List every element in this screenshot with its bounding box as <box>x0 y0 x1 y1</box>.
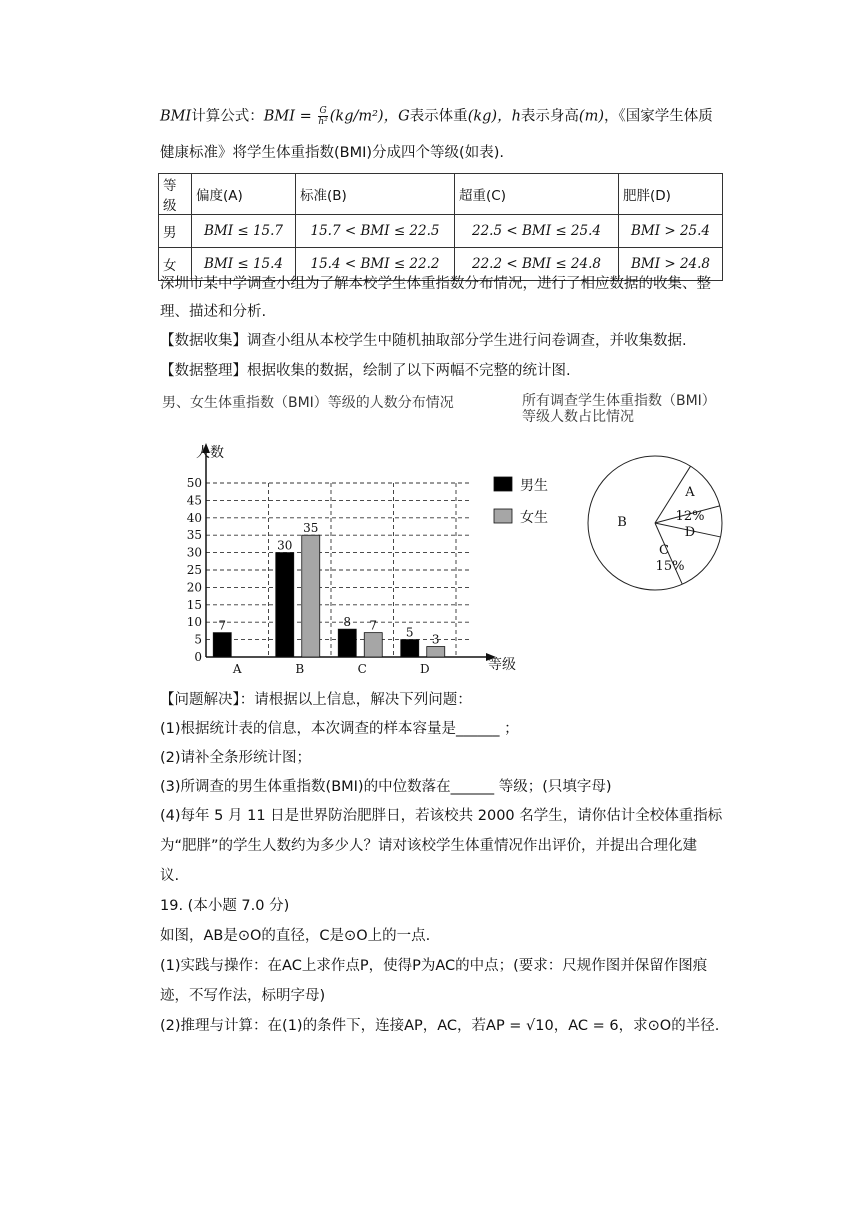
problem-19-q1-line2: 迹，不写作法，标明字母) <box>160 988 326 1004</box>
bar <box>276 553 294 657</box>
y-axis-label: 人数 <box>196 445 224 461</box>
data-label: 35 <box>303 521 319 536</box>
pie-slice-label: D <box>684 525 696 540</box>
bar <box>338 629 356 657</box>
legend-swatch <box>494 509 512 523</box>
bar <box>427 647 445 657</box>
table-row: 男 BMI ≤ 15.7 15.7 < BMI ≤ 22.5 22.5 < BMI ≤ 25.4 BMI > 25.4 <box>159 215 723 248</box>
question-header: 【问题解决】：请根据以上信息，解决下列问题： <box>160 692 472 708</box>
table-row: 女 BMI ≤ 15.4 15.4 < BMI ≤ 22.2 22.2 < BMI ≤ 24.8 BMI > 24.8 <box>159 248 723 281</box>
pie-chart <box>580 448 730 598</box>
bar-chart <box>160 435 548 685</box>
paragraph-line: 深圳市某中学调查小组为了解本校学生体重指数分布情况，进行了相应数据的收集、整 <box>160 276 711 292</box>
data-label: 7 <box>369 618 378 633</box>
bar-chart-title: 男、女生体重指数（BMI）等级的人数分布情况 <box>162 395 454 411</box>
legend-label: 男生 <box>520 478 548 494</box>
bmi-var: BMI <box>160 108 192 125</box>
data-label: 8 <box>343 615 352 630</box>
data-label: 3 <box>431 632 440 647</box>
data-organize-line: 【数据整理】根据收集的数据，绘制了以下两幅不完整的统计图. <box>160 363 571 379</box>
y-tick-label: 35 <box>186 528 202 543</box>
pie-slice-label: A <box>685 485 695 500</box>
x-tick-label: B <box>295 662 305 676</box>
bar <box>364 633 382 657</box>
pie-slice-value: 15% <box>655 559 685 574</box>
x-tick-label: C <box>357 662 367 676</box>
y-tick-label: 45 <box>186 493 202 508</box>
bar-chart-legend <box>494 477 548 526</box>
x-tick-label: A <box>232 662 242 676</box>
bar <box>401 640 419 657</box>
y-tick-label: 40 <box>186 510 202 525</box>
intro-line: 健康标准》将学生体重指数(BMI)分成四个等级(如表). <box>160 145 504 161</box>
formula-line: BMI计算公式：BMI = $\frac{G}{\text{h²}}$ (kg/m²)，G表示体重(kg)，h表示身高(m)，《国家学生体质 <box>160 106 713 127</box>
formula-lhs: BMI = <box>263 108 317 125</box>
pie-chart-title-line1: 所有调查学生体重指数（BMI） <box>522 393 716 409</box>
question-3: (3)所调查的男生体重指数(BMI)的中位数落在______ 等级；(只填字母) <box>160 779 612 795</box>
question-4-line2: 为“肥胖”的学生人数约为多少人？请对该校学生体重情况作出评价，并提出合理化建 <box>160 838 698 854</box>
problem-19-q1-line1: (1)实践与操作：在AC上求作点P，使得P为AC的中点；(要求：尺规作图并保留作图痕 <box>160 958 708 974</box>
bar-chart-marks <box>213 521 445 657</box>
y-tick-label: 50 <box>186 476 202 490</box>
problem-19-stem: 如图，AB是⊙O的直径，C是⊙O上的一点. <box>160 928 431 944</box>
question-4-line1: (4)每年 5 月 11 日是世界防治肥胖日，若该校共 2000 名学生，请你估计全校体重指标 <box>160 808 723 824</box>
pie-slice-label: C <box>659 543 669 558</box>
legend-swatch <box>494 477 512 491</box>
pie-chart-title-line2: 等级人数占比情况 <box>522 409 634 425</box>
paragraph-line: 理、描述和分析. <box>160 304 267 320</box>
y-tick-label: 5 <box>194 632 202 647</box>
question-4-line3: 议. <box>160 868 180 884</box>
x-axis-label: 等级 <box>488 657 516 673</box>
bar <box>302 535 320 657</box>
problem-19-q2: (2)推理与计算：在(1)的条件下，连接AP，AC，若AP = √10，AC = 6，求⊙O的半径. <box>160 1018 720 1034</box>
pie-slice-value: 12% <box>675 509 705 524</box>
problem-19-header: 19. (本小题 7.0 分) <box>160 898 290 914</box>
bar <box>213 633 231 657</box>
table-header-row: 等级 偏度(A) 标准(B) 超重(C) 肥胖(D) <box>159 174 723 215</box>
y-tick-label: 25 <box>186 563 202 577</box>
data-collection-line: 【数据收集】调查小组从本校学生中随机抽取部分学生进行问卷调查，并收集数据. <box>160 333 687 349</box>
data-label: 30 <box>277 538 293 553</box>
y-tick-label: 15 <box>186 597 202 612</box>
y-tick-label: 0 <box>194 650 202 664</box>
data-label: 5 <box>405 625 414 640</box>
y-tick-label: 10 <box>186 615 202 630</box>
bmi-grade-table <box>158 173 723 281</box>
pie-slice-label: B <box>617 515 627 530</box>
legend-label: 女生 <box>520 510 548 526</box>
y-tick-label: 20 <box>186 580 202 595</box>
formula-label: 计算公式： <box>191 108 264 125</box>
x-tick-label: D <box>419 662 430 676</box>
formula-unit: (kg/m²) <box>329 108 384 125</box>
y-tick-label: 30 <box>186 545 202 560</box>
question-1: (1)根据统计表的信息，本次调查的样本容量是______ ； <box>160 721 519 737</box>
formula-fraction: $\frac{G}{\text{h²}}$ <box>318 106 328 127</box>
question-2: (2)请补全条形统计图； <box>160 750 312 766</box>
data-label: 7 <box>218 618 227 633</box>
